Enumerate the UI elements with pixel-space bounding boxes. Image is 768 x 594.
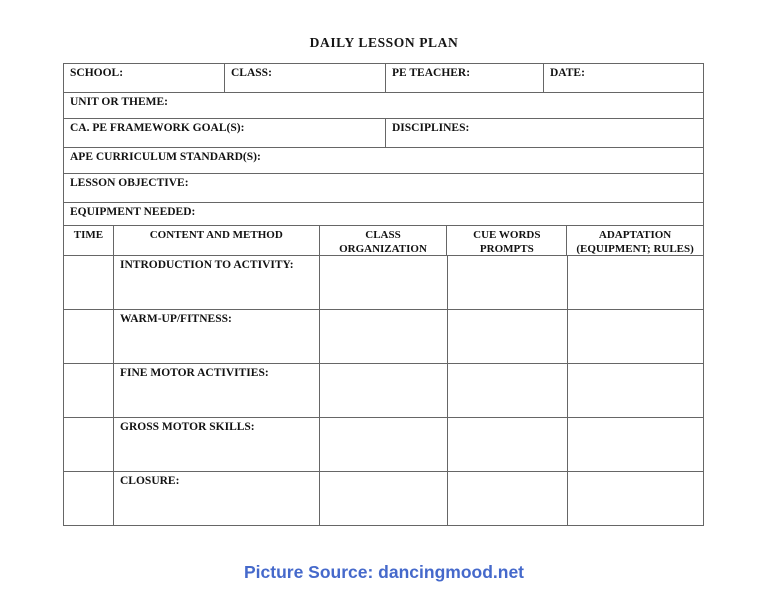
field-lesson-objective: LESSON OBJECTIVE: — [64, 174, 704, 203]
class-organization-cell — [320, 472, 448, 526]
class-organization-cell — [320, 310, 448, 364]
info-row-4 — [64, 148, 704, 174]
info-row-1 — [64, 64, 704, 93]
time-cell — [64, 364, 114, 418]
lesson-plan-table — [63, 63, 704, 526]
field-date: DATE: — [544, 64, 704, 93]
time-cell — [64, 310, 114, 364]
info-row-2 — [64, 93, 704, 119]
adaptation-cell — [568, 256, 704, 310]
schedule-row-gross-motor — [64, 418, 704, 472]
field-framework-goals: CA. PE FRAMEWORK GOAL(S): — [64, 119, 386, 148]
info-row-6 — [64, 203, 704, 226]
adaptation-cell — [568, 364, 704, 418]
content-label: CLOSURE: — [114, 472, 320, 526]
field-class: CLASS: — [225, 64, 386, 93]
column-header-time: TIME — [64, 226, 114, 256]
picture-source-caption: Picture Source: dancingmood.net — [243, 562, 525, 582]
adaptation-cell — [568, 418, 704, 472]
content-label: INTRODUCTION TO ACTIVITY: — [114, 256, 320, 310]
field-pe-teacher: PE TEACHER: — [386, 64, 544, 93]
field-ape-standards: APE CURRICULUM STANDARD(S): — [64, 148, 704, 174]
time-cell — [64, 472, 114, 526]
field-disciplines: DISCIPLINES: — [386, 119, 704, 148]
cue-words-cell — [448, 472, 568, 526]
schedule-row-fine-motor — [64, 364, 704, 418]
content-label: WARM-UP/FITNESS: — [114, 310, 320, 364]
time-cell — [64, 256, 114, 310]
info-row-5 — [64, 174, 704, 203]
schedule-row-warm-up — [64, 310, 704, 364]
adaptation-cell — [568, 310, 704, 364]
column-header-class-organization: CLASS ORGANIZATION — [320, 226, 448, 256]
cue-words-cell — [448, 418, 568, 472]
adaptation-cell — [568, 472, 704, 526]
class-organization-cell — [320, 418, 448, 472]
class-organization-cell — [320, 364, 448, 418]
column-header-adaptation: ADAPTATION (EQUIPMENT; RULES) — [567, 226, 704, 256]
class-organization-cell — [320, 256, 448, 310]
field-equipment-needed: EQUIPMENT NEEDED: — [64, 203, 704, 226]
schedule-header-row — [64, 226, 704, 256]
schedule-row-introduction — [64, 256, 704, 310]
field-school: SCHOOL: — [64, 64, 225, 93]
column-header-content-and-method: CONTENT AND METHOD — [114, 226, 320, 256]
page-title: DAILY LESSON PLAN — [309, 35, 459, 50]
cue-words-cell — [448, 256, 568, 310]
cue-words-cell — [448, 310, 568, 364]
column-header-cue-words-prompts: CUE WORDS PROMPTS — [447, 226, 567, 256]
time-cell — [64, 418, 114, 472]
schedule-row-closure — [64, 472, 704, 526]
content-label: FINE MOTOR ACTIVITIES: — [114, 364, 320, 418]
field-unit-or-theme: UNIT OR THEME: — [64, 93, 704, 119]
cue-words-cell — [448, 364, 568, 418]
content-label: GROSS MOTOR SKILLS: — [114, 418, 320, 472]
info-row-3 — [64, 119, 704, 148]
